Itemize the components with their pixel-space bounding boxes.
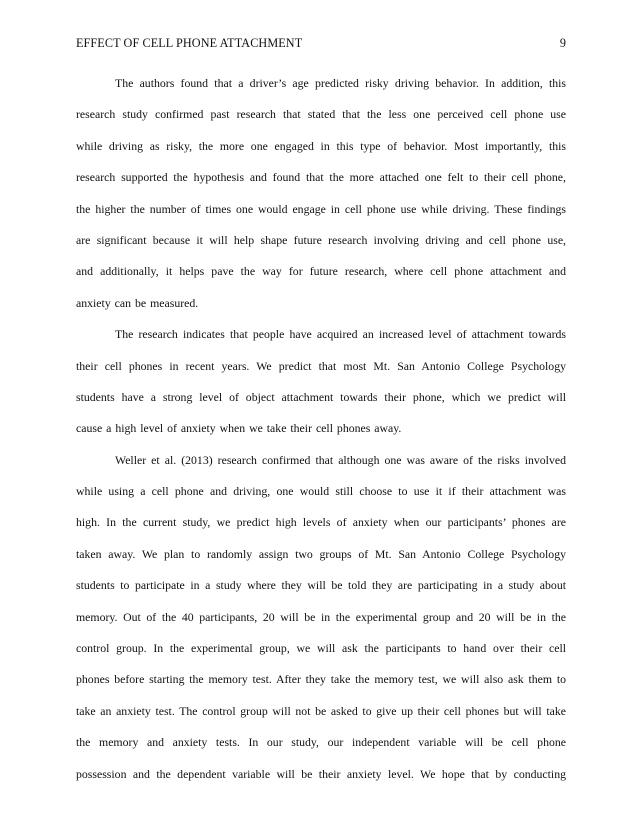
paragraph-3 xyxy=(76,445,566,790)
paragraph-line: and additionally, it helps pave the way for future research, where cell phone attachment and xyxy=(76,264,566,279)
paragraph-line: the higher the number of times one would engage in cell phone use while driving. These findings xyxy=(76,201,566,216)
paragraph-line: possession and the dependent variable will be their anxiety level. We hope that by conducting xyxy=(76,766,566,781)
paragraph-line: The research indicates that people have acquired an increased level of attachment towards xyxy=(115,327,566,342)
running-head: EFFECT OF CELL PHONE ATTACHMENT xyxy=(76,36,303,50)
paragraph-line: take an anxiety test. The control group will not be asked to give up their cell phones but will take xyxy=(76,703,566,718)
paragraph-line: their cell phones in recent years. We predict that most Mt. San Antonio College Psychology xyxy=(76,358,566,373)
paragraph-line: high. In the current study, we predict high levels of anxiety when our participants’ phones are xyxy=(76,515,566,530)
body-text xyxy=(76,68,566,790)
paragraph-line: the memory and anxiety tests. In our study, our independent variable will be cell phone xyxy=(76,735,566,750)
paragraph-line: students to participate in a study where they will be told they are participating in a study about xyxy=(76,578,566,593)
paragraph-line: are significant because it will help shape future research involving driving and cell phone use, xyxy=(76,232,566,247)
paragraph-line: The authors found that a driver’s age predicted risky driving behavior. In addition, this xyxy=(115,76,566,90)
paragraph-line: control group. In the experimental group, we will ask the participants to hand over their cell xyxy=(76,641,566,656)
paragraph-line: phones before starting the memory test. After they take the memory test, we will also ask them to xyxy=(76,672,566,687)
paragraph-line: while driving as risky, the more one engaged in this type of behavior. Most importantly, this xyxy=(76,138,566,153)
paragraph-line: research supported the hypothesis and found that the more attached one felt to their cell phone, xyxy=(76,170,566,185)
page-number: 9 xyxy=(559,36,566,50)
paragraph-line: while using a cell phone and driving, one would still choose to use it if their attachment was xyxy=(76,484,566,499)
paragraph-line: cause a high level of anxiety when we take their cell phones away. xyxy=(76,421,402,436)
paragraph-line: memory. Out of the 40 participants, 20 will be in the experimental group and 20 will be in the xyxy=(76,609,566,624)
paragraph-1 xyxy=(76,68,566,319)
paragraph-line: Weller et al. (2013) research confirmed that although one was aware of the risks involved xyxy=(115,452,566,467)
paragraph-line: anxiety can be measured. xyxy=(76,295,199,310)
paragraph-2 xyxy=(76,319,566,445)
paragraph-line: taken away. We plan to randomly assign two groups of Mt. San Antonio College Psychology xyxy=(76,546,566,561)
paragraph-line: research study confirmed past research that stated that the less one perceived cell phone use xyxy=(76,107,566,122)
paragraph-line: students have a strong level of object attachment towards their phone, which we predict will xyxy=(76,389,566,404)
